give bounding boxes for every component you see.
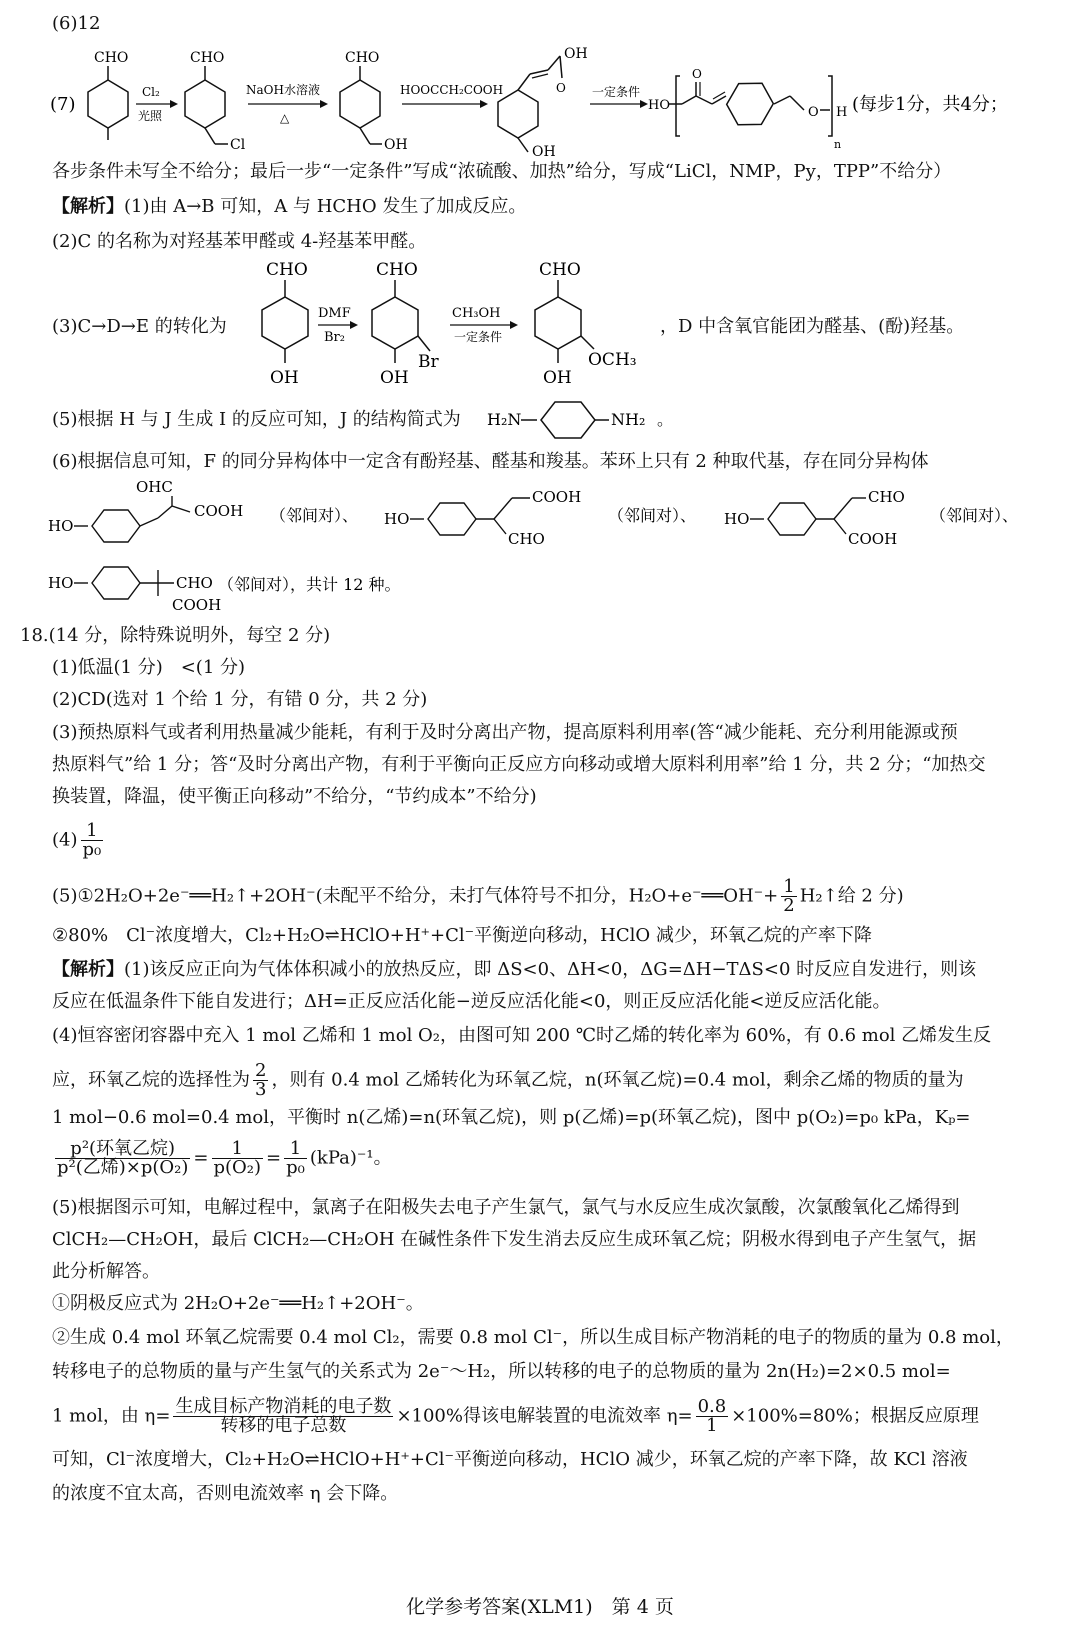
svg-text:HO: HO [48, 517, 74, 535]
svg-text:Br: Br [418, 352, 439, 372]
isomer-3 [724, 488, 1018, 548]
q18-sub1: (1)低温(1 分) <(1 分) [52, 657, 246, 678]
synthesis-route-7 [40, 40, 1070, 160]
analysis-1-text: (1)由 A→B 可知，A 与 HCHO 发生了加成反应。 [124, 196, 527, 217]
svg-text:HOOCCH₂COOH: HOOCCH₂COOH [400, 83, 504, 97]
svg-text:△: △ [280, 111, 290, 125]
q18-sub5-text: (5)①2H₂O+2e⁻══H₂↑+2OH⁻(未配平不给分，未打气体符号不扣分，H₂O+e⁻══OH⁻+ [52, 885, 779, 907]
an18-l13c: ×100%=80%；根据反应原理 [731, 1405, 979, 1427]
svg-text:COOH: COOH [194, 502, 244, 520]
molecule-c [262, 260, 308, 388]
molecule-d [372, 260, 439, 388]
svg-text:（邻间对）、: （邻间对）、 [270, 506, 359, 525]
answer-6-header: (6)12 [52, 13, 101, 34]
molecule-hydroxymethyl-cinnamic-acid [498, 46, 588, 160]
analysis-3-lead: (3)C→D→E 的转化为 [52, 316, 227, 337]
svg-text:NaOH水溶液: NaOH水溶液 [246, 83, 320, 97]
q18-sub5-fraction: $\frac{1}{2}$ [783, 876, 795, 916]
svg-text:。: 。 [657, 410, 674, 429]
an18-l4b: ，则有 0.4 mol 乙烯转化为环氧乙烷，n(环氧乙烷)=0.4 mol，剩余乙烯的物质的量为 [271, 1069, 964, 1091]
j-right-group: NH₂ [611, 410, 646, 429]
svg-text:HO: HO [724, 510, 750, 528]
analysis-1-line [52, 195, 1040, 219]
analysis-label: 【解析】 [52, 196, 124, 217]
svg-text:一定条件: 一定条件 [592, 85, 641, 99]
c-d-e-scheme [240, 255, 660, 395]
an18-line14: 可知，Cl⁻浓度增大，Cl₂+H₂O⇌HClO+H⁺+Cl⁻平衡逆向移动，HClO 减少，环氧乙烷的产率下降，故 KCl 溶液 [52, 1449, 968, 1470]
svg-text:OH: OH [532, 144, 556, 160]
svg-text:O: O [808, 105, 819, 120]
svg-text:OH: OH [564, 46, 588, 62]
svg-text:COOH: COOH [848, 530, 898, 548]
an18-text1: (1)该反应正向为气体体积减小的放热反应，即 ΔS<0、ΔH<0，ΔG=ΔH−TΔS<0 时反应自发进行，则该 [124, 959, 977, 980]
svg-text:OCH₃: OCH₃ [588, 350, 637, 370]
q18-sub2: (2)CD(选对 1 个给 1 分，有错 0 分，共 2 分) [52, 689, 428, 710]
svg-text:光照: 光照 [138, 109, 163, 123]
analysis-label-18: 【解析】 [52, 959, 124, 980]
isomer-4 [48, 567, 401, 614]
svg-text:O: O [692, 67, 702, 81]
svg-text:OHC: OHC [136, 478, 173, 496]
molecule-p-tolualdehyde [88, 50, 128, 140]
q18-sub5-line1 [52, 878, 1040, 915]
molecule-hydroxymethyl-benzaldehyde [340, 50, 408, 153]
an18-line2: 反应在低温条件下能自发进行；ΔH=正反应活化能−逆反应活化能<0，则正反应活化能<逆反应活化能。 [52, 991, 891, 1012]
molecule-chloromethyl-benzaldehyde [185, 50, 246, 153]
an18-l13a: 1 mol，由 η= [52, 1405, 171, 1427]
an18-efficiency-value: $\frac{0.8}{1}$ [697, 1396, 727, 1436]
svg-text:一定条件: 一定条件 [454, 330, 503, 344]
svg-text:CHO: CHO [176, 574, 213, 592]
j-structure [485, 392, 685, 448]
analysis-5-lead: (5)根据 H 与 J 生成 I 的反应可知，J 的结构简式为 [52, 409, 461, 430]
an18-line10: ①阴极反应式为 2H₂O+2e⁻══H₂↑+2OH⁻。 [52, 1293, 424, 1314]
svg-text:COOH: COOH [172, 596, 222, 614]
svg-text:Br₂: Br₂ [324, 330, 345, 345]
an18-line15: 的浓度不宜太高，否则电流效率 η 会下降。 [52, 1483, 399, 1504]
svg-text:CHO: CHO [345, 50, 380, 66]
analysis-2-line: (2)C 的名称为对羟基苯甲醛或 4-羟基苯甲醛。 [52, 231, 427, 252]
an18-kp-fraction-3: $\frac{1}{\text{p₀}}$ [286, 1138, 305, 1178]
q18-header: 18.(14 分，除特殊说明外，每空 2 分) [20, 625, 331, 646]
q18-sub4 [52, 822, 1040, 859]
q18-sub5-line2: ②80% Cl⁻浓度增大，Cl₂+H₂O⇌HClO+H⁺+Cl⁻平衡逆向移动，HClO 减少，环氧乙烷的产率下降 [52, 925, 872, 946]
answer-7-conditions: 各步条件未写全不给分；最后一步“一定条件”写成“浓硫酸、加热”给分，写成“LiCl，NMP，Py，TPP”不给分） [52, 161, 952, 182]
an18-line6: $\frac{\text{p²(环氧乙烷)}}{\text{p²(乙烯)×p(O₂)}}$ = $\frac{1}{\text{p(O₂)}}$ = $\frac{1}{\text{p₀}}$ (kPa)⁻¹。 [57, 1138, 392, 1178]
an18-kp-fraction: $\frac{\text{p²(环氧乙烷)}}{\text{p²(乙烯)×p(O₂)}}$ [57, 1138, 189, 1178]
svg-text:OH: OH [384, 137, 408, 153]
an18-kp-fraction-2: $\frac{1}{\text{p(O₂)}}$ [213, 1138, 262, 1178]
svg-text:HO: HO [384, 510, 410, 528]
svg-text:OH: OH [270, 368, 299, 388]
arrow-1 [136, 85, 178, 123]
svg-text:CHO: CHO [190, 50, 225, 66]
q18-sub5-tail: H₂↑给 2 分) [799, 885, 904, 907]
answer-7-label: (7) [50, 94, 76, 115]
svg-text:COOH: COOH [532, 488, 582, 506]
an18-line13 [52, 1398, 1040, 1435]
q18-sub3-line1: (3)预热原料气或者利用热量减少能耗，有利于及时分离出产物，提高原料利用率(答“减少能耗、充分利用能源或预 [52, 722, 958, 743]
arrow-4 [590, 84, 648, 108]
isomers-row-1 [40, 476, 1070, 556]
an18-l13b: ×100%得该电解装置的电流效率 η= [396, 1405, 693, 1427]
isomer-2 [384, 488, 696, 548]
an18-line8: ClCH₂—CH₂OH，最后 ClCH₂—CH₂OH 在碱性条件下发生消去反应生成环氧乙烷；阴极水得到电子产生氢气，据 [52, 1229, 977, 1250]
arrow-2 [246, 82, 328, 125]
q18-sub3-line3: 换装置，降温，使平衡正向移动”不给分，“节约成本”不给分) [52, 786, 537, 807]
svg-text:Cl₂: Cl₂ [142, 85, 160, 99]
svg-text:O: O [556, 81, 566, 95]
answer-7-scoring: (每步1分，共4分； [852, 94, 1008, 115]
svg-text:CHO: CHO [266, 260, 308, 280]
svg-text:（邻间对）、: （邻间对）、 [608, 506, 697, 525]
svg-text:CHO: CHO [868, 488, 905, 506]
j-left-group: H₂N [487, 410, 522, 429]
analysis-3-tail: ，D 中含氧官能团为醛基、(酚)羟基。 [660, 316, 965, 337]
an18-l4a: 应，环氧乙烷的选择性为 [52, 1069, 250, 1091]
an18-line3: (4)恒容密闭容器中充入 1 mol 乙烯和 1 mol O₂，由图可知 200 ℃时乙烯的转化率为 60%，有 0.6 mol 乙烯发生反 [52, 1025, 992, 1046]
svg-text:（邻间对）、: （邻间对）、 [930, 506, 1019, 525]
svg-text:HO: HO [648, 98, 670, 113]
svg-text:OH: OH [380, 368, 409, 388]
svg-text:H: H [836, 105, 848, 120]
svg-text:n: n [834, 138, 842, 151]
an18-line7: (5)根据图示可知，电解过程中，氯离子在阳极失去电子产生氯气，氯气与水反应生成次氯酸，次氯酸氧化乙烯得到 [52, 1197, 960, 1218]
isomer-1 [48, 478, 358, 542]
an18-line9: 此分析解答。 [52, 1261, 160, 1282]
svg-text:CH₃OH: CH₃OH [452, 306, 501, 321]
svg-text:Cl: Cl [230, 137, 246, 153]
svg-text:HO: HO [48, 574, 74, 592]
arrow-dmf [318, 306, 358, 345]
isomers-row-2 [40, 558, 640, 618]
an18-line11: ②生成 0.4 mol 环氧乙烷需要 0.4 mol Cl₂，需要 0.8 mol Cl⁻，所以生成目标产物消耗的电子的物质的量为 0.8 mol， [52, 1327, 1014, 1348]
an18-kp-unit: (kPa)⁻¹。 [309, 1147, 392, 1169]
an18-line5: 1 mol−0.6 mol=0.4 mol，平衡时 n(乙烯)=n(环氧乙烷)，则 p(乙烯)=p(环氧乙烷)，图中 p(O₂)=p₀ kPa，Kₚ= [52, 1107, 971, 1128]
svg-text:CHO: CHO [539, 260, 581, 280]
q18-sub3-line2: 热原料气”给 1 分；答“及时分离出产物，有利于平衡向正反应方向移动或增大原料利用率”给 1 分，共 2 分；“加热交 [52, 754, 986, 775]
page-footer: 化学参考答案(XLM1) 第 4 页 [406, 1596, 674, 1618]
molecule-e [535, 260, 637, 388]
an18-line1 [52, 958, 1040, 982]
an18-line12: 转移电子的总物质的量与产生氢气的关系式为 2e⁻～H₂，所以转移的电子的总物质的量为 2n(H₂)=2×0.5 mol= [52, 1361, 951, 1382]
arrow-3 [400, 83, 503, 108]
svg-text:CHO: CHO [376, 260, 418, 280]
an18-selectivity-fraction: $\frac{2}{3}$ [255, 1060, 267, 1100]
q18-sub4-fraction: $\frac{1}{\text{p₀}}$ [82, 820, 102, 860]
q18-sub4-label: (4) [52, 829, 78, 851]
analysis-6-text: (6)根据信息可知，F 的同分异构体中一定含有酚羟基、醛基和羧基。苯环上只有 2 种取代基，存在同分异构体 [52, 451, 929, 472]
svg-text:CHO: CHO [508, 530, 545, 548]
molecule-polyester [648, 67, 847, 151]
svg-text:CHO: CHO [94, 50, 129, 66]
an18-line4 [52, 1062, 1040, 1099]
arrow-ch3oh [450, 306, 518, 344]
an18-efficiency-definition: $\frac{\text{生成目标产物消耗的电子数}}{\text{转移的电子总数}}$ [175, 1396, 392, 1436]
svg-text:OH: OH [543, 368, 572, 388]
svg-text:DMF: DMF [318, 306, 351, 321]
svg-text:（邻间对），共计 12 种。: （邻间对），共计 12 种。 [218, 575, 401, 594]
